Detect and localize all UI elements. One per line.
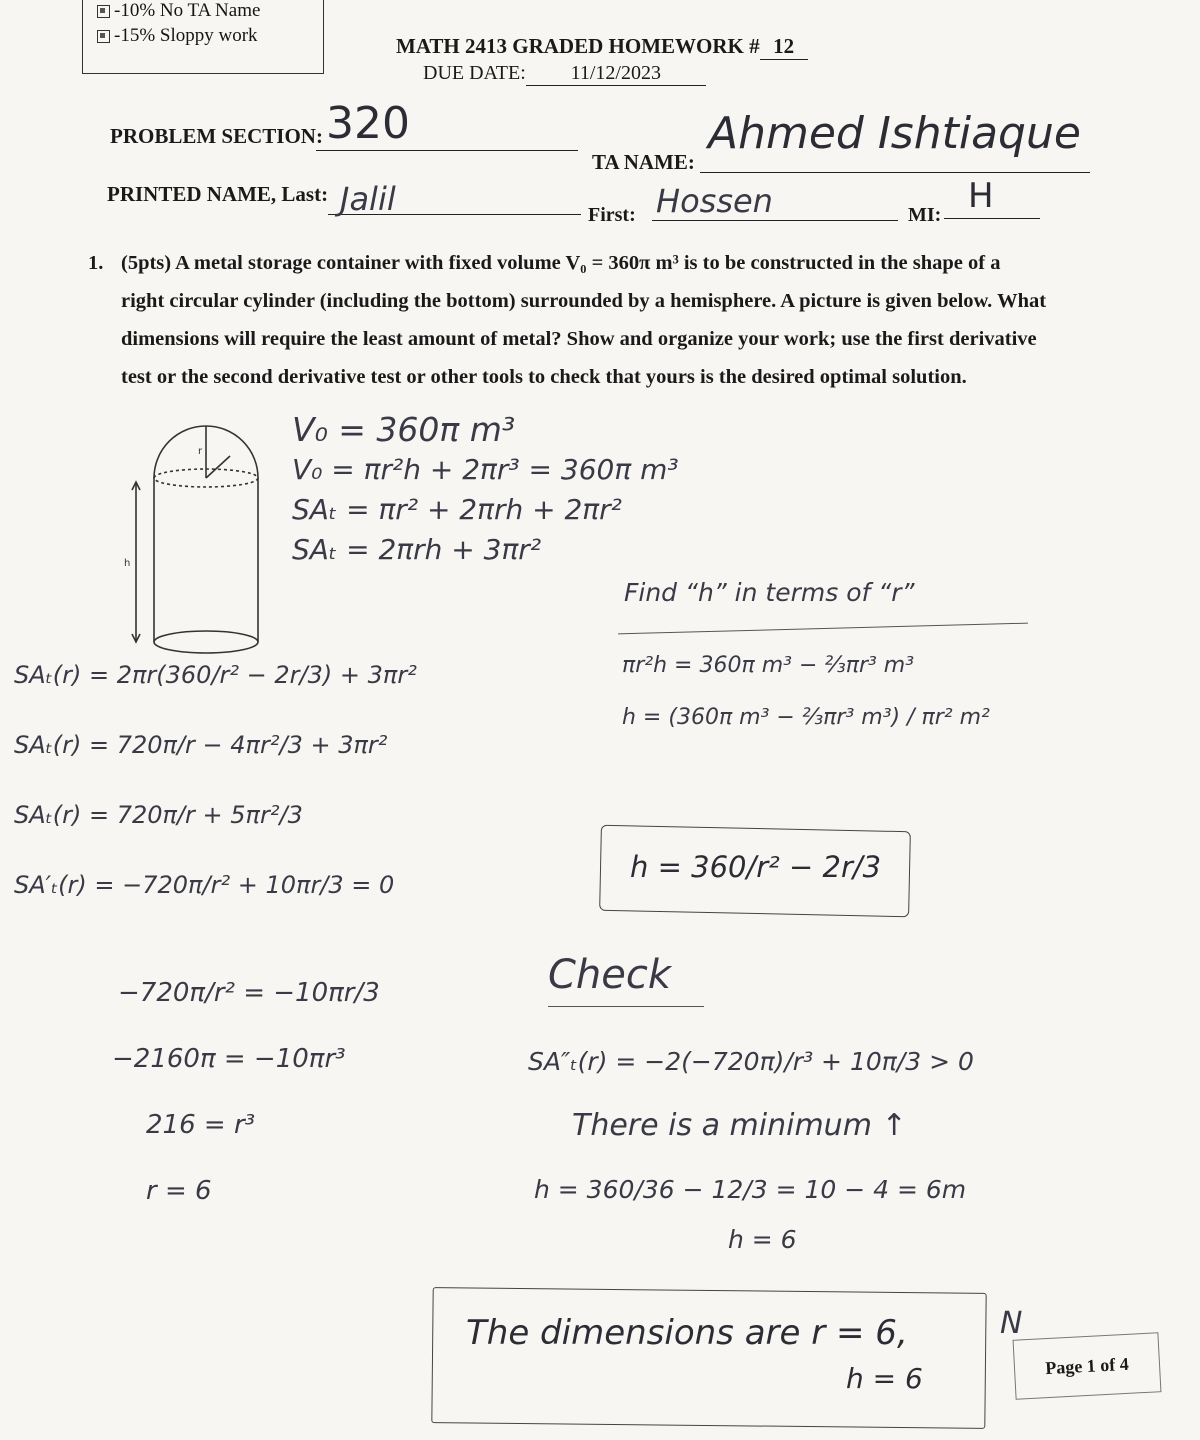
work-line: h = (360π m³ − ⅔πr³ m³) / πr² m²: [622, 705, 990, 730]
work-line: r = 6: [146, 1176, 212, 1206]
radius-slant: [206, 456, 230, 478]
work-line: SAₜ(r) = 720π/r + 5πr²/3: [14, 801, 303, 829]
height-label: h: [124, 558, 131, 569]
conclusion: [466, 1310, 923, 1402]
first-label: First:: [588, 204, 636, 226]
solve-work: [112, 960, 380, 1224]
section-label: PROBLEM SECTION:: [110, 124, 323, 148]
due-label: DUE DATE:: [423, 62, 526, 84]
penalty-box: [82, 0, 324, 74]
work-line: SAₜ = 2πrh + 3πr²: [292, 533, 542, 566]
checkbox-icon: [97, 30, 110, 43]
work-line: −720π/r² = −10πr/3: [118, 978, 380, 1008]
work-line: There is a minimum ↑: [572, 1108, 907, 1143]
derivative-work: [14, 640, 594, 920]
last-value: Jalil: [340, 180, 396, 218]
setup-work: [292, 410, 679, 570]
work-line: SA″ₜ(r) = −2(−720π)/r³ + 10π/3 > 0: [528, 1047, 974, 1076]
homework-number: 12: [760, 34, 808, 60]
page-number: Page 1 of 4: [1044, 1353, 1130, 1378]
penalty-sloppy: -15% Sloppy work: [114, 25, 258, 46]
problem-line: right circular cylinder (including the bottom) surrounded by a hemisphere. A picture is given below. What: [121, 290, 1047, 312]
ta-line: [700, 172, 1090, 173]
problem-line: dimensions will require the least amount of metal? Show and organize your work; use the first derivative: [121, 328, 1037, 350]
grader-mark: N: [1000, 1306, 1023, 1341]
name-label: PRINTED NAME, Last:: [107, 182, 329, 206]
ta-value: Ahmed Ishtiaque: [708, 108, 1081, 159]
checkbox-icon: [97, 5, 110, 18]
container-figure: [118, 420, 278, 660]
conclusion-line: h = 6: [846, 1362, 923, 1395]
check-underline: [548, 1006, 704, 1007]
penalty-no-ta: -10% No TA Name: [114, 0, 261, 21]
work-line: 216 = r³: [146, 1110, 256, 1140]
h-result: h = 360/r² − 2r/3: [630, 850, 882, 884]
problem-number: 1.: [88, 252, 104, 274]
work-line: SAₜ(r) = 2πr(360/r² − 2r/3) + 3πr²: [14, 661, 417, 689]
work-line: SAₜ(r) = 720π/r − 4πr²/3 + 3πr²: [14, 731, 388, 759]
work-line: h = 360/36 − 12/3 = 10 − 4 = 6m: [534, 1175, 967, 1204]
mi-value: H: [968, 176, 994, 216]
due-date: 11/12/2023: [526, 62, 706, 86]
section-line: [316, 150, 578, 151]
work-line: SA′ₜ(r) = −720π/r² + 10πr/3 = 0: [14, 871, 395, 899]
conclusion-line: The dimensions are r = 6,: [466, 1313, 908, 1353]
radius-label: r: [198, 446, 203, 457]
work-line: h = 6: [728, 1225, 797, 1254]
work-line: V₀ = πr²h + 2πr³ = 360π m³: [292, 453, 679, 486]
first-value: Hossen: [656, 182, 773, 220]
work-line: −2160π = −10πr³: [112, 1044, 346, 1074]
problem-statement: [121, 244, 1161, 396]
problem-line: (5pts) A metal storage container with fixed volume V₀ = 360π m³ is to be constructed in the shape of a: [121, 252, 1001, 274]
find-h-divider: [618, 623, 1028, 635]
find-h-work: [622, 640, 1082, 744]
work-line: SAₜ = πr² + 2πrh + 2πr²: [292, 493, 622, 526]
work-line: V₀ = 360π m³: [292, 410, 516, 449]
penalty-item: [83, 25, 258, 47]
mi-line: [944, 218, 1040, 219]
page-title: [396, 34, 808, 60]
page-number-box: [1013, 1332, 1162, 1400]
check-title: Check: [548, 952, 672, 998]
check-work: [528, 1030, 1048, 1258]
due-date-row: [423, 62, 706, 86]
title-text: MATH 2413 GRADED HOMEWORK #: [396, 34, 760, 58]
first-line: [652, 220, 898, 221]
ta-label: TA NAME:: [592, 150, 695, 174]
work-line: πr²h = 360π m³ − ⅔πr³ m³: [622, 653, 915, 678]
penalty-item: [83, 0, 260, 22]
problem-line: test or the second derivative test or other tools to check that yours is the desired optimal solution.: [121, 366, 967, 388]
find-h-title: Find “h” in terms of “r”: [624, 578, 915, 607]
section-value: 320: [326, 98, 410, 149]
mi-label: MI:: [908, 204, 942, 226]
